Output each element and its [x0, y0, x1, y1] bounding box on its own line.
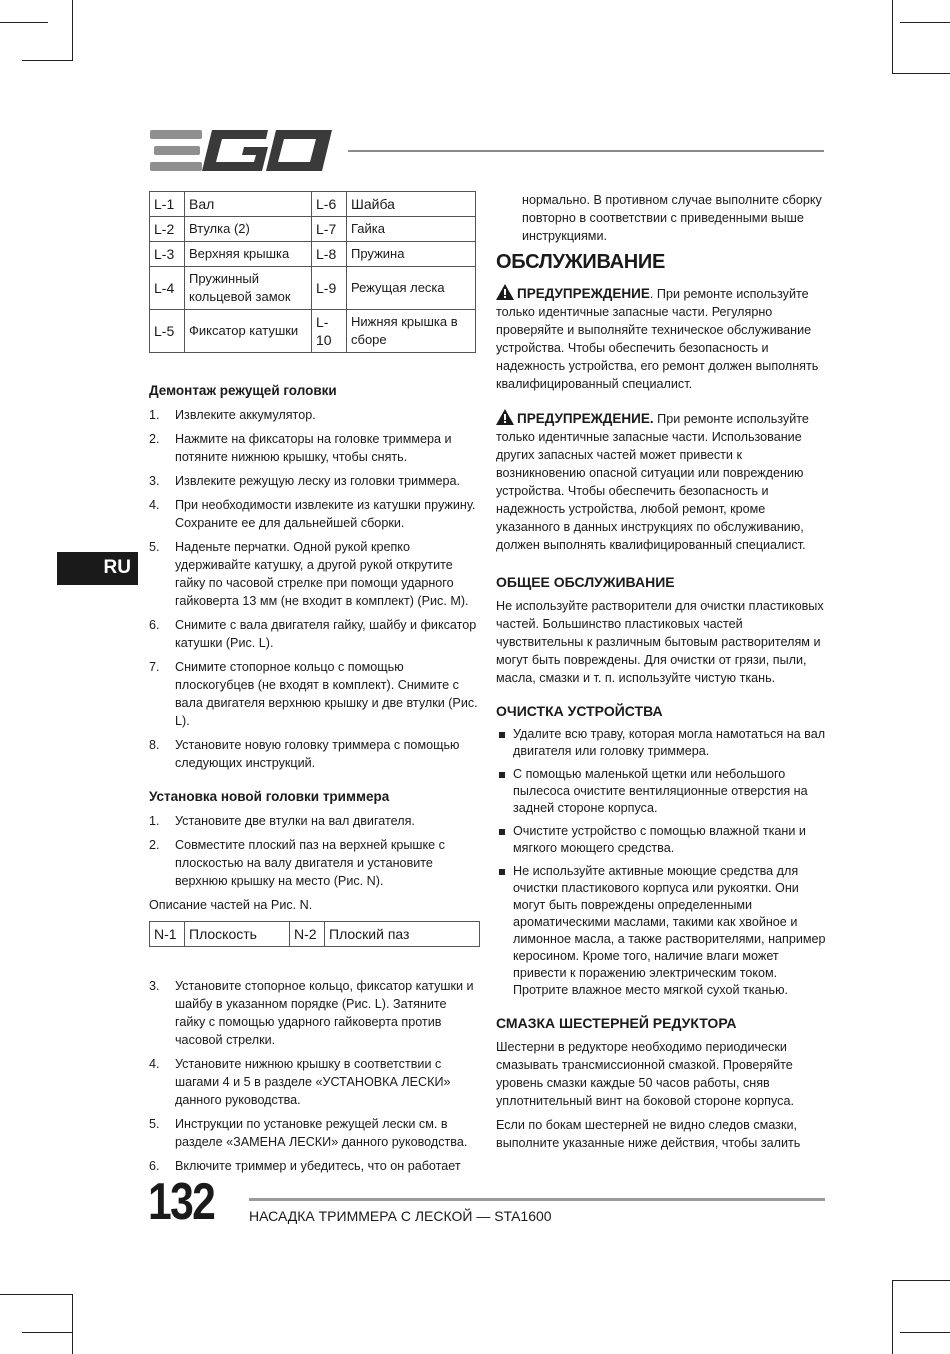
- list-item: 5. Инструкции по установке режущей лески см. в разделе «ЗАМЕНА ЛЕСКИ» данного руководства.: [149, 1117, 468, 1149]
- crop-mark: [72, 0, 73, 60]
- part-code: L-7: [312, 217, 347, 242]
- list-item: 2. Совместите плоский паз на верхней крышке с плоскостью на валу двигателя и установите верхнюю крышку на место (Рис. N).: [149, 838, 445, 888]
- part-name: Режущая леска: [347, 267, 476, 310]
- list-item: 3. Установите стопорное кольцо, фиксатор катушки и шайбу в указанном порядке (Рис. L). Затяните гайку с помощью ударного гайковерта против часовой стрелки.: [149, 979, 474, 1047]
- bullet-icon: [499, 772, 505, 778]
- warning-label: ПРЕДУПРЕЖДЕНИЕ: [517, 286, 650, 301]
- crop-mark: [72, 1294, 73, 1354]
- warning-label: ПРЕДУПРЕЖДЕНИЕ.: [517, 411, 654, 426]
- gear-text: Если по бокам шестерней не видно следов смазки, выполните указанные ниже действия, чтобы залить: [496, 1118, 801, 1150]
- cleaning-list: [496, 726, 826, 999]
- list-item: 6. Снимите с вала двигателя гайку, шайбу и фиксатор катушки (Рис. L).: [149, 618, 477, 650]
- general-heading: ОБЩЕЕ ОБСЛУЖИВАНИЕ: [496, 574, 675, 590]
- part-code: L-8: [312, 242, 347, 267]
- language-tab-label: RU: [103, 557, 131, 578]
- part-name: Пружинный кольцевой замок: [185, 267, 312, 310]
- gear-heading: СМАЗКА ШЕСТЕРНЕЙ РЕДУКТОРА: [496, 1015, 737, 1031]
- crop-mark: [892, 0, 893, 74]
- table-row: [150, 267, 476, 310]
- warning-text: . При ремонте используйте только идентичные запасные части. Регулярно проверяйте и выполняйте техническое обслуживание устройства. Чтобы обеспечить безопасность и надежность устройства, его ремонт должен выполнять квалифицированный специалист.: [496, 287, 819, 391]
- list-item: 6. Включите триммер и убедитесь, что он работает: [149, 1159, 461, 1173]
- warning-text: При ремонте используйте только идентичные запасные части. Использование других запасных частей может привести к возникновению опасной ситуации или повреждению устройства. Чтобы обеспечить безопасность и надежность устройства, любой ремонт, кроме указанного в данных инструкциях по обслуживанию, должен выполнять квалифицированный специалист.: [496, 412, 809, 552]
- cleaning-heading: ОЧИСТКА УСТРОЙСТВА: [496, 703, 663, 719]
- part-name: Плоскость: [185, 922, 290, 947]
- list-item: 7. Снимите стопорное кольцо с помощью плоскогубцев (не входят в комплект). Снимите с вала двигателя верхнюю крышку и две втулки (Рис. L).: [149, 660, 478, 728]
- part-name: Вал: [185, 192, 312, 217]
- service-heading: ОБСЛУЖИВАНИЕ: [496, 251, 665, 273]
- crop-mark: [900, 1332, 950, 1333]
- bullet-icon: [499, 829, 505, 835]
- table-row: [150, 192, 476, 217]
- list-item: С помощью маленькой щетки или небольшого пылесоса очистите вентиляционные отверстия на задней стороне корпуса.: [496, 766, 826, 817]
- list-item: 2. Нажмите на фиксаторы на головке триммера и потяните нижнюю крышку, чтобы снять.: [149, 432, 452, 464]
- part-name: Верхняя крышка: [185, 242, 312, 267]
- install-steps-continued: [149, 977, 479, 1175]
- list-item: 8. Установите новую головку триммера с помощью следующих инструкций.: [149, 738, 460, 770]
- gear-text: Шестерни в редукторе необходимо периодически смазывать трансмиссионной смазкой. Проверяйте уровень смазки каждые 50 часов работы, сняв уплотнительный винт на боковой стороне корпуса.: [496, 1040, 794, 1108]
- header-rule: [348, 150, 824, 152]
- table-row: [150, 922, 480, 947]
- bullet-icon: [499, 869, 505, 875]
- part-name: Шайба: [347, 192, 476, 217]
- list-item: 1. Извлеките аккумулятор.: [149, 408, 316, 422]
- ego-logo: [150, 130, 332, 172]
- crop-mark: [22, 1332, 72, 1333]
- part-code: N-1: [150, 922, 185, 947]
- part-code: L-4: [150, 267, 185, 310]
- bullet-icon: [499, 732, 505, 738]
- install-steps: [149, 812, 479, 890]
- part-code: L-6: [312, 192, 347, 217]
- crop-mark: [892, 73, 950, 74]
- warning-icon: [496, 284, 514, 300]
- right-column: [496, 191, 826, 1158]
- list-item: Не используйте активные моющие средства для очистки пластикового корпуса или рукоятки. Они могут быть повреждены определенными ароматическими маслами, такими как хвойное и лимонное масла, а также растворителями, например керосином. Кроме того, наличие влаги может привести к поражению электрическим током. Протрите влажное место мягкой сухой тканью.: [496, 863, 826, 999]
- part-code: L-10: [312, 310, 347, 353]
- install-heading: Установка новой головки триммера: [149, 789, 390, 804]
- footer-rule: [249, 1198, 825, 1201]
- part-name: Пружина: [347, 242, 476, 267]
- part-name: Фиксатор катушки: [185, 310, 312, 353]
- removal-steps: [149, 406, 479, 772]
- list-item: Очистите устройство с помощью влажной ткани и мягкого моющего средства.: [496, 823, 826, 857]
- page-number: 132: [148, 1173, 215, 1231]
- table-row: [150, 242, 476, 267]
- table-row: [150, 217, 476, 242]
- parts-table-l: [149, 191, 476, 353]
- crop-mark: [892, 1280, 893, 1354]
- list-item: Удалите всю траву, которая могла намотаться на вал двигателя или головку триммера.: [496, 726, 826, 760]
- part-code: L-5: [150, 310, 185, 353]
- part-name: Плоский паз: [325, 922, 480, 947]
- list-item: 4. При необходимости извлеките из катушки пружину. Сохраните ее для дальнейшей сборки.: [149, 498, 476, 530]
- crop-mark: [22, 60, 73, 61]
- list-item: 3. Извлеките режущую леску из головки триммера.: [149, 474, 461, 488]
- general-text: Не используйте растворители для очистки пластиковых частей. Большинство пластиковых частей чувствительны к различным бытовым растворителям и могут быть повреждены. Для очистки от грязи, пыли, масла, смазки и т. п. используйте чистую ткань.: [496, 599, 824, 685]
- removal-heading: Демонтаж режущей головки: [149, 383, 337, 398]
- crop-mark: [900, 22, 950, 23]
- footer-title: НАСАДКА ТРИММЕРА С ЛЕСКОЙ — STA1600: [249, 1208, 552, 1224]
- part-code: L-1: [150, 192, 185, 217]
- list-item: 1. Установите две втулки на вал двигателя.: [149, 814, 415, 828]
- n-caption: Описание частей на Рис. N.: [149, 898, 313, 912]
- part-code: L-9: [312, 267, 347, 310]
- crop-mark: [0, 22, 48, 23]
- part-code: L-3: [150, 242, 185, 267]
- part-code: L-2: [150, 217, 185, 242]
- part-code: N-2: [290, 922, 325, 947]
- parts-table-n: [149, 921, 480, 947]
- continuation-text: нормально. В противном случае выполните сборку повторно в соответствии с приведенными выше инструкциями.: [522, 193, 822, 243]
- part-name: Втулка (2): [185, 217, 312, 242]
- crop-mark: [0, 1294, 72, 1295]
- warning-block: [496, 409, 826, 554]
- warning-icon: [496, 409, 514, 425]
- crop-mark: [892, 1280, 950, 1281]
- warning-block: [496, 284, 826, 393]
- table-row: [150, 310, 476, 353]
- left-column: [149, 191, 479, 1181]
- part-name: Нижняя крышка в сборе: [347, 310, 476, 353]
- list-item: 4. Установите нижнюю крышку в соответствии с шагами 4 и 5 в разделе «УСТАНОВКА ЛЕСКИ» данного руководства.: [149, 1057, 451, 1107]
- list-item: 5. Наденьте перчатки. Одной рукой крепко удерживайте катушку, а другой рукой открутите гайку по часовой стрелке при помощи ударного гайковерта 13 мм (не входит в комплект) (Рис. M).: [149, 540, 469, 608]
- part-name: Гайка: [347, 217, 476, 242]
- language-tab: [57, 552, 138, 585]
